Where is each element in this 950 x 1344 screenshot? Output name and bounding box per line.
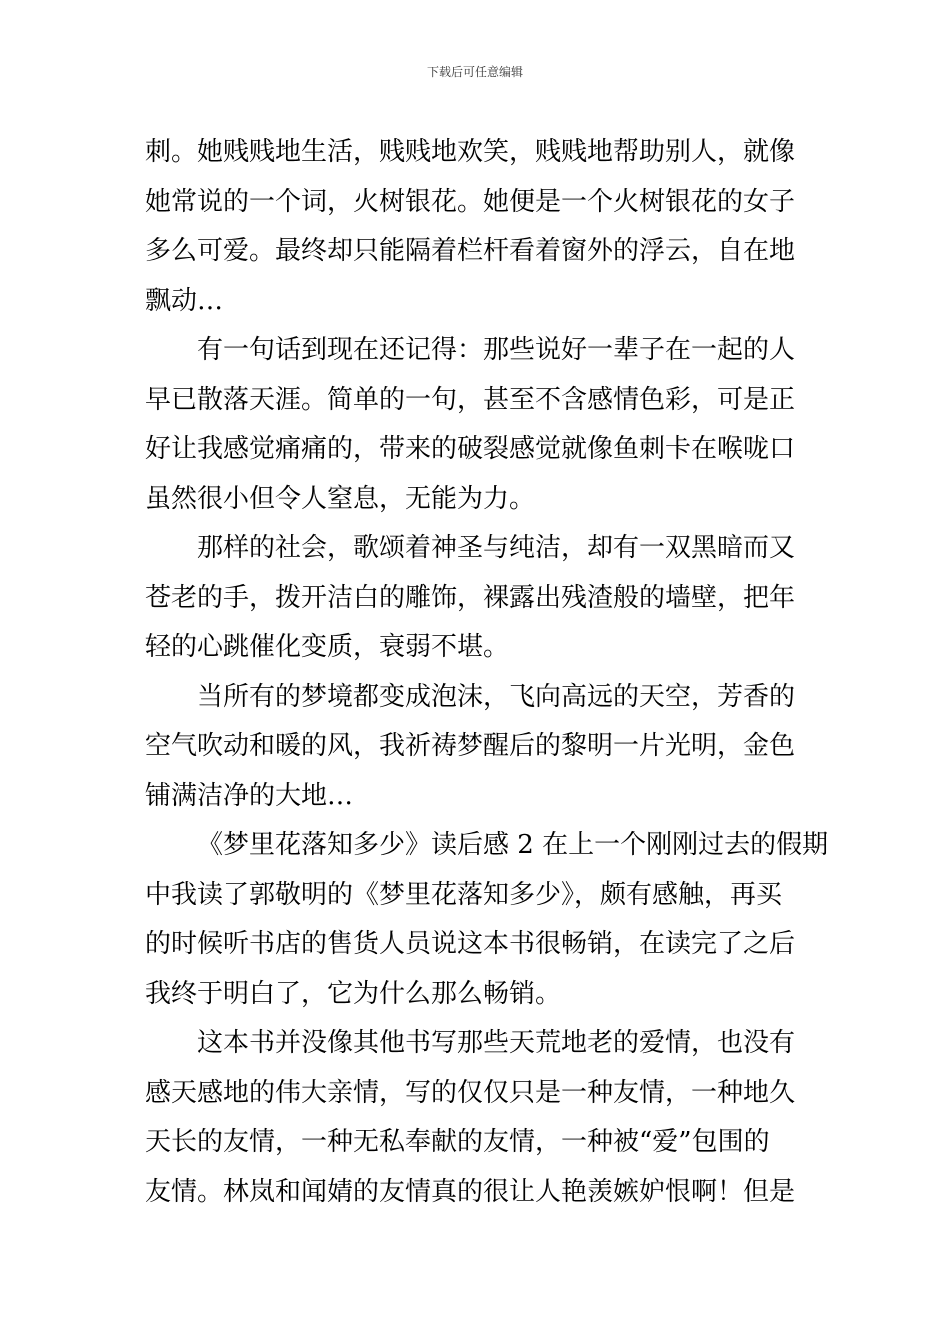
text-line: 苍老的手，拨开洁白的雕饰，裸露出残渣般的墙壁，把年 bbox=[145, 582, 796, 613]
text-line: 当所有的梦境都变成泡沫，飞向高远的天空，芳香的 bbox=[197, 681, 796, 712]
text-line: 飘动… bbox=[145, 285, 224, 316]
document-body bbox=[145, 128, 829, 1217]
text-line: 多么可爱。最终却只能隔着栏杆看着窗外的浮云，自在地 bbox=[145, 236, 796, 266]
text-line: 铺满洁净的大地… bbox=[145, 780, 354, 811]
text-line: 那样的社会，歌颂着神圣与纯洁，却有一双黑暗而又 bbox=[197, 533, 796, 563]
text-line: 有一句话到现在还记得：那些说好一辈子在一起的人 bbox=[197, 335, 796, 365]
text-line: 她常说的一个词，火树银花。她便是一个火树银花的女子 bbox=[145, 186, 796, 217]
text-line: 感天感地的伟大亲情，写的仅仅只是一种友情，一种地久 bbox=[145, 1077, 796, 1108]
text-line: 我终于明白了，它为什么那么畅销。 bbox=[145, 978, 562, 1009]
text-line: 轻的心跳催化变质，衰弱不堪。 bbox=[145, 632, 510, 662]
text-line: 空气吹动和暖的风，我祈祷梦醒后的黎明一片光明，金色 bbox=[145, 731, 796, 761]
text-line: 这本书并没像其他书写那些天荒地老的爱情，也没有 bbox=[197, 1028, 796, 1058]
text-line: 好让我感觉痛痛的，带来的破裂感觉就像鱼刺卡在喉咙口 bbox=[145, 434, 796, 464]
text-line: 《梦里花落知多少》读后感 2 在上一个刚刚过去的假期 bbox=[197, 830, 829, 860]
text-line: 早已散落天涯。简单的一句，甚至不含感情色彩，可是正 bbox=[145, 384, 796, 415]
text-line: 虽然很小但令人窒息，无能为力。 bbox=[145, 483, 536, 514]
text-line: 中我读了郭敬明的《梦里花落知多少》，颇有感触，再买 bbox=[145, 879, 783, 910]
text-line: 天长的友情，一种无私奉献的友情，一种被“爱”包围的 bbox=[145, 1127, 770, 1157]
text-line: 刺。她贱贱地生活，贱贱地欢笑，贱贱地帮助别人，就像 bbox=[145, 137, 796, 167]
page-header-note: 下载后可任意编辑 bbox=[426, 65, 523, 79]
text-line: 友情。林岚和闻婧的友情真的很让人艳羡嫉妒恨啊！但是 bbox=[145, 1176, 796, 1207]
text-line: 的时候听书店的售货人员说这本书很畅销，在读完了之后 bbox=[145, 929, 796, 959]
